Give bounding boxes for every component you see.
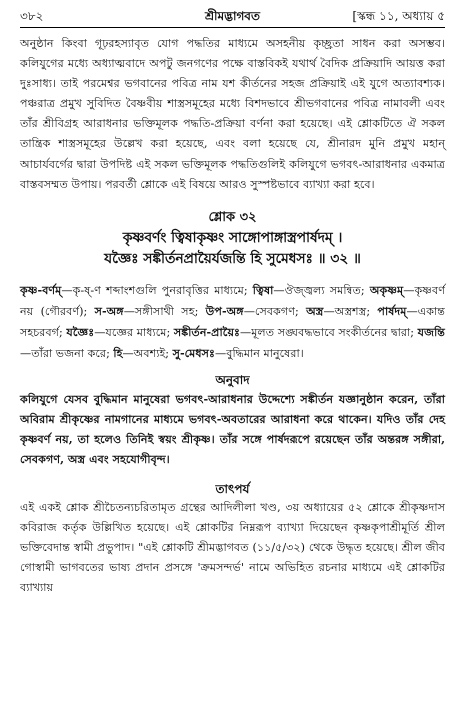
synonym-meaning: —সঙ্গীসাথী সহ;	[123, 304, 206, 318]
synonym-term: স-অঙ্গ	[94, 303, 124, 318]
synonym-meaning: —বুদ্ধিমান মানুষেরা।	[215, 347, 304, 361]
synonym-term: সঙ্কীর্তন-প্রায়ৈঃ	[173, 324, 240, 339]
synonym-term: সু-মেধসঃ	[172, 346, 216, 361]
running-header	[20, 5, 445, 28]
synonym-meaning: —মূলত সঙ্ঘবদ্ধভাবে সংকীর্তনের দ্বারা;	[240, 325, 418, 339]
synonym-term: যজন্তি	[417, 324, 445, 339]
verse-line-2: যজ্ঞৈঃ সঙ্কীর্তনপ্রায়ৈর্যজন্তি হি সুমেধসঃ ॥ ৩২ ॥	[104, 250, 361, 267]
synonym-term: অকৃষ্ণম্	[369, 282, 404, 297]
synonym-meaning: —কৃষ্ণবর্ণ নয় (গৌরবর্ণ);	[20, 283, 445, 318]
synonym-term: পার্ষদম্	[377, 303, 407, 318]
synonym-meaning: —যজ্ঞের মাধ্যমে;	[94, 325, 174, 339]
synonym-meaning: —অস্ত্রশস্ত্র;	[323, 304, 378, 318]
synonym-meaning: —ঔজ্জ্বল্য সমন্বিত;	[273, 283, 370, 297]
translation-heading: অনুবাদ	[215, 373, 250, 388]
synonym-term: উপ-অঙ্গ	[205, 303, 244, 318]
synonym-meaning: —সেবকগণ;	[243, 304, 307, 318]
verse-line-1: কৃষ্ণবর্ণং ত্বিষাকৃষ্ণং সাঙ্গোপাঙ্গাস্ত্রপার্ষদম্ ।	[122, 229, 343, 246]
synonym-meaning: —তাঁরা ভজনা করে;	[20, 347, 114, 361]
synonym-meaning: —একান্ত সহচরবর্গ;	[20, 304, 445, 339]
intro-paragraph: অনুষ্ঠান কিংবা গূঢ়রহস্যাবৃত যোগ পদ্ধতির মাধ্যমে অসহনীয় কৃচ্ছ্রতা সাধন করা অসম্ভব। কলিযুগের মধ্যে অধ্যাত্মবাদে অপটু জনগণের পক্ষে বাস্তবিকই যথার্থ বৈদিক প্রক্রিয়াদি আয়ত্ত করা দুঃসাধ্য। তাই পরমেশ্বর ভগবানের পবিত্র নাম যশ কীর্তনের সহজ প্রক্রিয়াই এই যুগে অত্যাবশ্যক। পঞ্চরাত্র প্রমুখ সুবিদিত বৈষ্ণবীয় শাস্ত্রসমূহের মধ্যে বিশদভাবে শ্রীভগবানের পবিত্র নামাবলী এবং তাঁর শ্রীবিগ্রহ আরাধনার ভক্তিমূলক পদ্ধতি-প্রক্রিয়া বর্ণনা করা হয়েছে। এই শ্লোকটিতে ঐ সকল তান্ত্রিক শাস্ত্রসমূহের উল্লেখ করা হয়েছে, এবং বলা হয়েছে যে, শ্রীনারদ মুনি প্রমুখ মহান্ আচার্যবর্গের দ্বারা উপদিষ্ট এই সকল ভক্তিমূলক পদ্ধতিগুলিই কলিযুগে ভগবৎ-আরাধনার একমাত্র বাস্তবসম্মত উপায়। পরবর্তী শ্লোকে এই বিষয়ে আরও সুস্পষ্টভাবে ব্যাখ্যা করা হবে।	[20, 37, 445, 191]
synonym-term: কৃষ্ণ-বর্ণম্	[20, 282, 62, 297]
purport-heading: তাৎপর্য	[215, 481, 250, 496]
purport-text: এই একই শ্লোক শ্রীচৈতন্যচরিতামৃত গ্রন্থের আদিলীলা খণ্ড, ৩য় অধ্যায়ের ৫২ শ্লোকে শ্রীকৃষ্ণদাস কবিরাজ কর্তৃক উল্লিখিত হয়েছে। এই শ্লোকটির নিম্নরূপ ব্যাখ্যা দিয়েছেন কৃষ্ণকৃপাশ্রীমূর্তি শ্রীল ভক্তিবেদান্ত স্বামী প্রভুপাদ। "এই শ্লোকটি শ্রীমদ্ভাগবত (১১/৫/৩২) থেকে উদ্ধৃত হয়েছে। শ্রীল জীব গোস্বামী ভাগবতের ভাষ্য প্রদান প্রসঙ্গে 'ক্রমসন্দর্ভ' নামে অভিহিত রচনার মাধ্যমে এই শ্লোকটির ব্যাখ্যায়	[20, 500, 445, 594]
synonym-meaning: —কৃ-ষ্-ণ শব্দাংশগুলি পুনরাবৃত্তির মাধ্যমে;	[61, 283, 253, 297]
synonym-meaning: —অবশ্যই;	[122, 347, 173, 361]
page-number: ৩৮২	[20, 9, 44, 23]
synonym-term: অস্ত্র	[306, 303, 324, 318]
verse-heading: শ্লোক ৩২	[208, 209, 257, 225]
synonym-term: যজ্ঞৈঃ	[66, 324, 95, 339]
synonym-term: ত্বিষা	[252, 282, 274, 297]
page-body	[20, 34, 445, 598]
word-for-word-synonyms	[20, 280, 445, 364]
chapter-reference: [স্কন্ধ ১১, অধ্যায় ৫	[352, 9, 445, 23]
book-title: শ্রীমদ্ভাগবত	[204, 9, 260, 23]
translation-text: কলিযুগে যেসব বুদ্ধিমান মানুষেরা ভগবৎ-আরাধনার উদ্দেশ্যে সঙ্কীর্তন যজ্ঞানুষ্ঠান করেন, তাঁরা অবিরাম শ্রীকৃষ্ণের নামগানের মাধ্যমে ভগবৎ-অবতারের আরাধনা করে থাকেন। যদিও তাঁর দেহ কৃষ্ণবর্ণ নয়, তা হলেও তিনিই স্বয়ং শ্রীকৃষ্ণ। তাঁর সঙ্গে পার্ষদরূপে রয়েছেন তাঁর অন্তরঙ্গ সঙ্গীরা, সেবকগণ, অস্ত্র এবং সহযোগীবৃন্দ।	[20, 392, 445, 467]
synonym-term: হি	[113, 346, 123, 361]
